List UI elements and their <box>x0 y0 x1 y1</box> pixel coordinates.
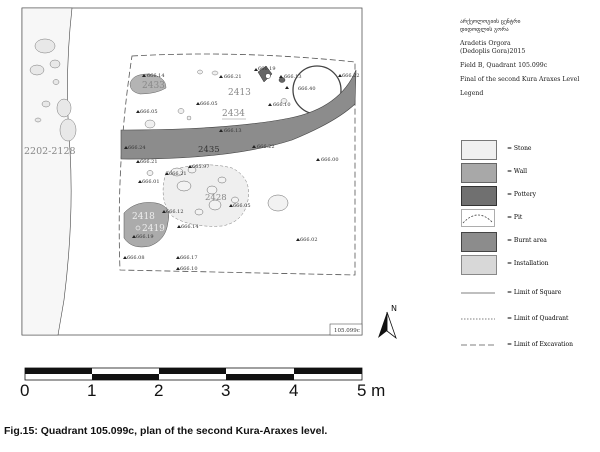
scale-label-0: 0 <box>20 381 30 400</box>
svg-text:666.10: 666.10 <box>180 266 198 272</box>
legend-item-pit <box>461 209 599 229</box>
feature-label-2419: 2419 <box>142 224 165 234</box>
svg-text:666.17: 666.17 <box>180 255 198 261</box>
svg-text:666.02: 666.02 <box>300 237 318 243</box>
svg-text:666.05: 666.05 <box>233 203 251 209</box>
legend-swatch-stone <box>461 140 497 160</box>
header-site-alt: (Dedoplis Gora)2015 <box>460 48 526 55</box>
legend-label-pit: = Pit <box>507 214 523 221</box>
feature-label-2413: 2413 <box>228 88 251 98</box>
svg-text:666.19: 666.19 <box>258 66 276 72</box>
legend-item-burnt <box>461 232 599 252</box>
svg-text:666.14: 666.14 <box>181 224 199 230</box>
svg-text:666.13: 666.13 <box>284 74 302 80</box>
legend-line-square <box>461 284 495 302</box>
svg-text:666.05: 666.05 <box>200 101 218 107</box>
legend-item-stone <box>461 140 599 160</box>
legend-panel <box>460 18 598 98</box>
svg-text:666.21: 666.21 <box>169 171 187 177</box>
svg-text:666.00: 666.00 <box>321 157 339 163</box>
svg-text:666.19: 666.19 <box>136 234 154 240</box>
wall-label: 2202-2128 <box>24 146 76 157</box>
svg-text:666.24: 666.24 <box>128 145 146 151</box>
header-site: Aradetis Orgora <box>460 40 511 47</box>
svg-text:666.21: 666.21 <box>140 159 158 165</box>
feature-label-2418: 2418 <box>132 212 155 222</box>
north-label: N <box>391 304 397 313</box>
svg-text:665.97: 665.97 <box>192 164 210 170</box>
legend-item-installation <box>461 255 599 275</box>
svg-text:666.05: 666.05 <box>140 109 158 115</box>
scale-label-1: 1 <box>87 381 97 400</box>
legend-label-installation: = Installation <box>507 260 549 267</box>
scale-label-3: 3 <box>221 381 231 400</box>
figure-caption: Fig.15: Quadrant 105.099c, plan of the second Kura-Araxes level. <box>4 425 328 437</box>
wall-band <box>22 8 72 335</box>
scale-bar <box>25 368 362 380</box>
legend-line-excavation <box>461 336 495 354</box>
feature-label-2435: 2435 <box>198 145 220 155</box>
legend-swatch-pit <box>461 209 495 227</box>
svg-text:666.14: 666.14 <box>147 73 165 79</box>
legend-label-excavation: = Limit of Excavation <box>507 341 573 348</box>
legend-label-burnt: = Burnt area <box>507 237 547 244</box>
quadrant-id-label: 105.099c <box>334 328 360 334</box>
svg-text:666.40: 666.40 <box>298 86 316 92</box>
scale-label-4: 4 <box>289 381 299 400</box>
legend-item-excavation-limit <box>461 336 599 356</box>
legend-swatch-pottery <box>461 186 497 206</box>
svg-text:666.21: 666.21 <box>224 74 242 80</box>
header-level: Final of the second Kura Araxes Level <box>460 76 580 83</box>
svg-text:666.08: 666.08 <box>127 255 145 261</box>
svg-text:666.12: 666.12 <box>166 209 184 215</box>
legend-items <box>461 140 599 380</box>
legend-swatch-installation <box>461 255 497 275</box>
scale-label-5: 5 m <box>357 381 386 400</box>
legend-label-wall: = Wall <box>507 168 527 175</box>
legend-swatch-burnt <box>461 232 497 252</box>
svg-text:666.13: 666.13 <box>224 128 242 134</box>
legend-item-quadrant-limit <box>461 310 599 330</box>
header-georgian-2: დიდოფლის გორა <box>460 27 509 33</box>
svg-text:666.10: 666.10 <box>273 102 291 108</box>
legend-label-pottery: = Pottery <box>507 191 536 198</box>
legend-label-square: = Limit of Square <box>507 289 562 296</box>
legend-item-wall <box>461 163 599 183</box>
legend-label-stone: = Stone <box>507 145 532 152</box>
scale-label-2: 2 <box>154 381 164 400</box>
svg-text:666.22: 666.22 <box>342 73 360 79</box>
legend-line-quadrant <box>461 310 495 328</box>
legend-item-square-limit <box>461 284 599 304</box>
header-georgian-1: არქეოლოგიის ცენტრი <box>460 19 521 25</box>
svg-text:666.01: 666.01 <box>142 179 160 185</box>
feature-label-2434: 2434 <box>222 109 245 119</box>
feature-label-2428: 2428 <box>205 193 227 203</box>
svg-text:666.22: 666.22 <box>257 144 275 150</box>
legend-label-quadrant: = Limit of Quadrant <box>507 315 569 322</box>
legend-title: Legend <box>460 90 484 97</box>
feature-label-2433: 2433 <box>142 81 165 91</box>
header-field: Field B, Quadrant 105.099c <box>460 62 548 69</box>
legend-item-pottery <box>461 186 599 206</box>
north-arrow-icon <box>378 312 396 338</box>
legend-swatch-wall <box>461 163 497 183</box>
